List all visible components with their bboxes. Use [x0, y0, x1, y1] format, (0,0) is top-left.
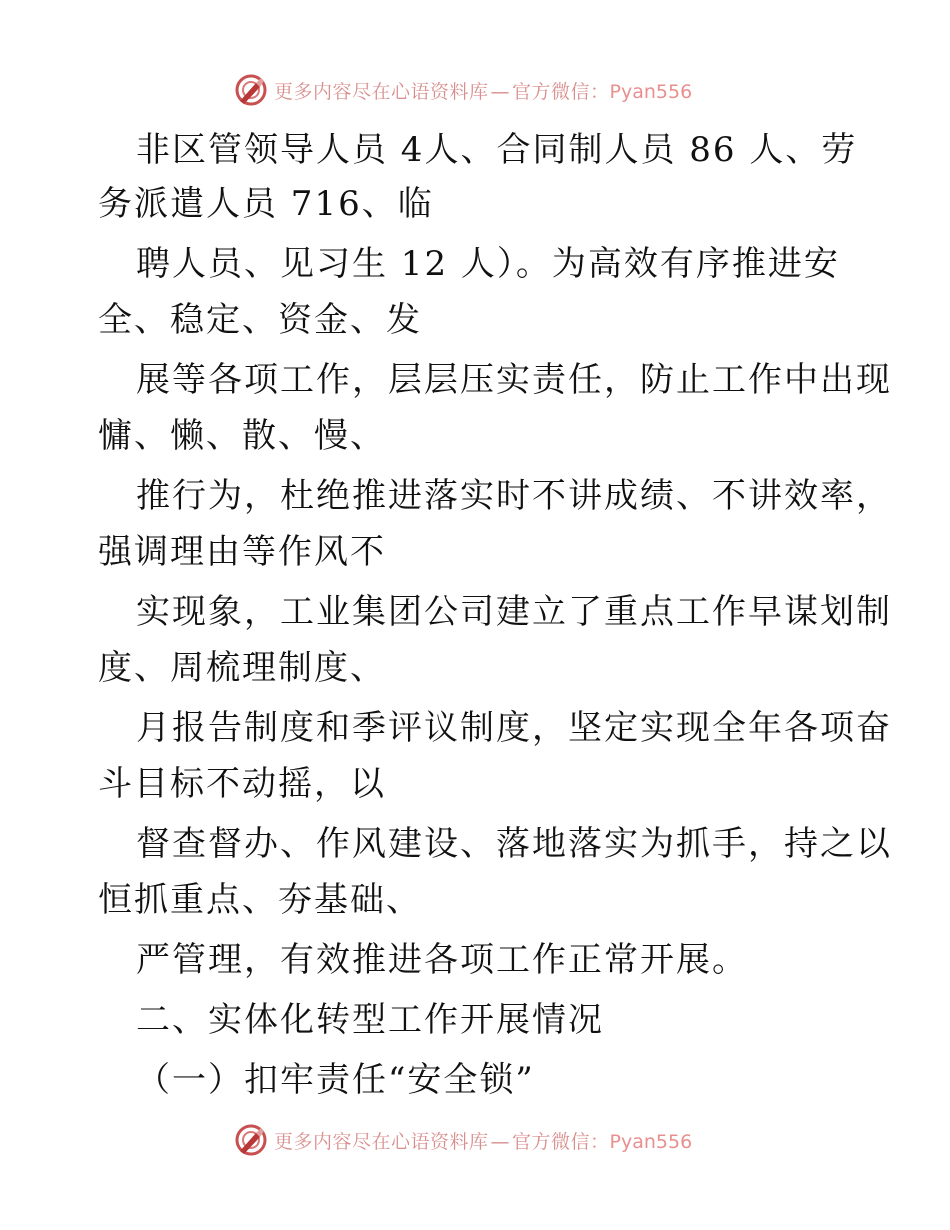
text-line: 聘人员、见习生 12 人）。为高效有序推进安 — [136, 244, 840, 284]
watermark-label: 官方微信： — [512, 1130, 610, 1153]
text-line: 慵、懒、散、慢、 — [98, 416, 386, 456]
watermark-title: 更多内容尽在心语资料库 — [274, 1130, 489, 1153]
text-line: 月报告制度和季评议制度，坚定实现全年各项奋 — [136, 708, 892, 748]
text-line: 恒抓重点、夯基础、 — [98, 880, 422, 920]
text-line: 推行为，杜绝推进落实时不讲成绩、不讲效率， — [136, 476, 892, 516]
header-watermark — [234, 72, 754, 108]
watermark-dash: — — [490, 80, 511, 103]
text-line: 全、稳定、资金、发 — [98, 300, 422, 340]
watermark-wechat-id: Pyan556 — [609, 1130, 693, 1153]
watermark-dash: — — [490, 1130, 511, 1153]
text-line: 非区管领导人员 4人、合同制人员 86 人、劳 — [136, 130, 858, 170]
text-line: 度、周梳理制度、 — [98, 648, 386, 688]
text-line: 斗目标不动摇，以 — [98, 764, 386, 804]
watermark-wechat-id: Pyan556 — [609, 80, 693, 103]
subsection-heading: （一）扣牢责任“安全锁” — [136, 1060, 535, 1100]
text-line: 严管理，有效推进各项工作正常开展。 — [136, 940, 748, 980]
footer-watermark — [234, 1122, 754, 1158]
pen-logo-icon — [234, 73, 268, 107]
text-line: 督查督办、作风建设、落地落实为抓手，持之以 — [136, 824, 892, 864]
watermark-title: 更多内容尽在心语资料库 — [274, 80, 489, 103]
section-heading: 二、实体化转型工作开展情况 — [136, 1000, 604, 1040]
text-line: 强调理由等作风不 — [98, 532, 386, 572]
watermark-label: 官方微信： — [512, 80, 610, 103]
pen-logo-icon — [234, 1123, 268, 1157]
text-line: 实现象，工业集团公司建立了重点工作早谋划制 — [136, 592, 892, 632]
text-line: 务派遣人员 716、临 — [98, 184, 434, 224]
text-line: 展等各项工作，层层压实责任，防止工作中出现 — [136, 360, 892, 400]
